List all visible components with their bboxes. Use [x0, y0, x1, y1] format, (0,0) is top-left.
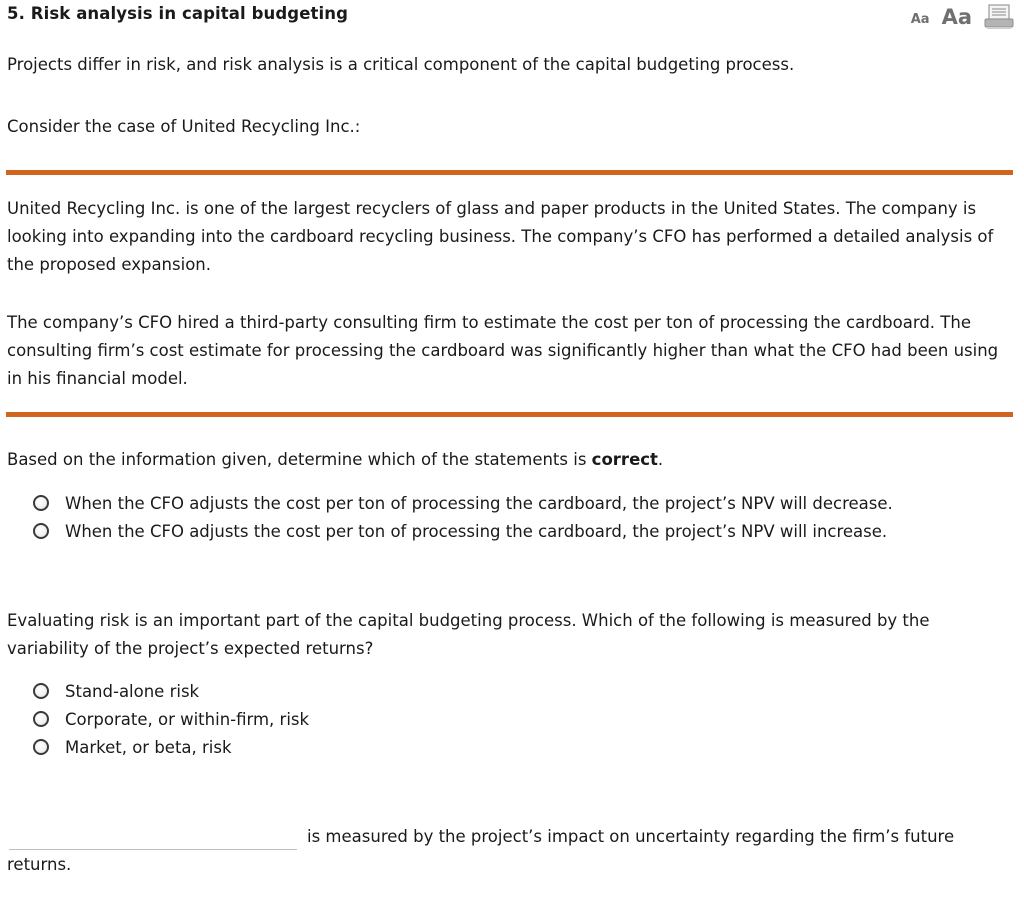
case-top-divider — [6, 170, 1013, 175]
question-1-prompt-text: Based on the information given, determine which of the statements is — [7, 450, 592, 469]
question-3-text: is measured by the project’s impact on uncertainty regarding the firm’s future — [307, 827, 955, 846]
case-bottom-divider — [6, 412, 1013, 417]
question-1-prompt-end: . — [657, 450, 664, 469]
question-1-option[interactable] — [33, 517, 893, 545]
question-1-options — [33, 489, 893, 545]
question-2-options — [33, 677, 309, 761]
radio-button[interactable] — [33, 711, 49, 727]
question-1-prompt — [7, 446, 1012, 474]
print-icon[interactable] — [984, 4, 1014, 30]
option-label: Corporate, or within-firm, risk — [65, 709, 310, 729]
option-label: When the CFO adjusts the cost per ton of processing the cardboard, the project’s NPV will decrease. — [65, 493, 893, 513]
radio-button[interactable] — [33, 523, 49, 539]
case-paragraph-2: The company’s CFO hired a third-party consulting firm to estimate the cost per ton of processing the cardboard. The consulting firm’s cost estimate for processing the cardboard was significantly higher than what the CFO had been using in his financial model. — [7, 313, 999, 388]
question-2-option[interactable] — [33, 705, 309, 733]
font-size-toolbar — [911, 2, 1014, 30]
question-2-option[interactable] — [33, 677, 309, 705]
radio-button[interactable] — [33, 683, 49, 699]
intro-paragraph: Projects differ in risk, and risk analysis is a critical component of the capital budgeting process. — [7, 55, 795, 74]
question-3-text-end: returns. — [7, 855, 72, 874]
option-label: When the CFO adjusts the cost per ton of processing the cardboard, the project’s NPV will increase. — [65, 521, 888, 541]
question-1-option[interactable] — [33, 489, 893, 517]
case-intro-line: Consider the case of United Recycling Inc.: — [7, 117, 361, 136]
option-label: Stand-alone risk — [65, 681, 200, 701]
radio-button[interactable] — [33, 495, 49, 511]
question-2-prompt: Evaluating risk is an important part of the capital budgeting process. Which of the following is measured by the variability of the project’s expected returns? — [7, 611, 930, 658]
question-2-option[interactable] — [33, 733, 309, 761]
case-paragraph-1: United Recycling Inc. is one of the largest recyclers of glass and paper products in the United States. The company is looking into expanding into the cardboard recycling business. The company’s CFO has performed a detailed analysis of the proposed expansion. — [7, 199, 994, 274]
answer-blank-dropdown[interactable] — [9, 849, 297, 850]
decrease-font-button[interactable]: Aa — [910, 12, 930, 27]
question-1-emphasis: correct — [591, 450, 658, 469]
radio-button[interactable] — [33, 739, 49, 755]
option-label: Market, or beta, risk — [65, 737, 232, 757]
increase-font-button[interactable]: Aa — [941, 5, 972, 29]
question-title: 5. Risk analysis in capital budgeting — [7, 4, 348, 23]
